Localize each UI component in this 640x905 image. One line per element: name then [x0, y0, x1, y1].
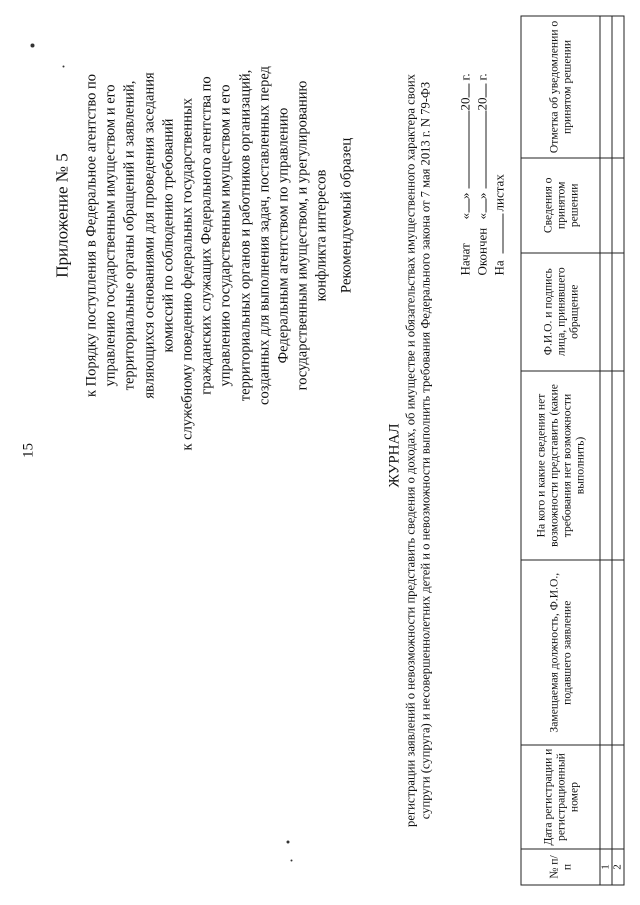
order-line: созданных для выполнения задач, поставленных перед	[255, 65, 272, 405]
table-cell	[600, 252, 612, 370]
order-line: к служебному поведению федеральных государственных	[179, 97, 196, 450]
header-info-unavailable: На кого и какие сведения нет возможности представить (какие требования нет возможности выполнить)	[521, 370, 600, 560]
scan-speck	[30, 43, 34, 47]
order-line: государственным имуществом, и урегулированию	[294, 80, 311, 390]
recommended-sample-label: Рекомендуемый образец	[338, 137, 354, 293]
header-decision: Сведения о принятом решении	[521, 157, 600, 252]
journal-title: ЖУРНАЛ	[386, 422, 402, 488]
order-line: управлению государственным имуществом и его	[217, 84, 234, 386]
journal-dates-block	[456, 25, 507, 275]
scan-speck	[290, 859, 292, 861]
order-line: являющихся основаниями для проведения заседания	[140, 71, 157, 399]
table-row	[612, 16, 624, 885]
header-receiver: Ф.И.О. и подпись лица, принявшего обращение	[521, 252, 600, 370]
end-date-row: Окончен « » 20 г.	[474, 72, 489, 275]
table-cell	[600, 157, 612, 252]
scan-speck	[286, 840, 289, 843]
table-cell	[600, 16, 612, 158]
start-label: Начат	[457, 242, 472, 275]
table-cell	[612, 745, 624, 849]
sheets-suffix: листах	[491, 173, 506, 211]
table-cell	[612, 560, 624, 745]
sheets-count-blank	[490, 213, 503, 253]
end-label: Окончен	[474, 227, 489, 275]
order-line: управлению государственным имуществом и его	[102, 84, 119, 386]
month-blank	[473, 110, 486, 188]
header-registration-date: Дата регистрации и регистрационный номер	[521, 745, 600, 849]
journal-subtitle-line: супруги (супруга) и несовершеннолетних детей и о невозможности выполнить требования Федерального закона от 7 мая 2013 г. N 79-ФЗ	[417, 81, 432, 819]
table-cell: 1	[600, 849, 612, 885]
order-line: гражданских служащих Федерального агентства по	[198, 75, 215, 395]
day-blank	[473, 199, 486, 213]
table-cell	[612, 157, 624, 252]
order-line: комиссий по соблюдению требований	[159, 118, 176, 352]
order-line: к Порядку поступления в Федеральное агентство по	[83, 73, 99, 397]
table-cell	[612, 252, 624, 370]
table-cell	[600, 560, 612, 745]
table-cell	[612, 16, 624, 158]
month-blank	[456, 110, 469, 188]
order-reference-block	[82, 20, 332, 450]
order-line: конфликта интересов	[313, 169, 330, 301]
table-cell	[612, 370, 624, 560]
page-number: 15	[20, 442, 36, 458]
year-blank	[456, 83, 469, 97]
appendix-title: Приложение № 5	[52, 152, 71, 278]
year-blank	[473, 83, 486, 97]
order-line: территориальные органы обращений и заявлений,	[121, 80, 138, 390]
table-header-row	[521, 16, 600, 885]
table-cell	[600, 745, 612, 849]
scan-speck	[62, 65, 64, 67]
order-line: территориальных органов и работников организаций,	[236, 69, 253, 401]
journal-table	[520, 15, 624, 885]
sheets-prefix: На	[491, 259, 506, 275]
header-number: № п/п	[521, 849, 600, 885]
order-line: Федеральным агентством по управлению	[275, 107, 292, 363]
start-date-row: Начат « » 20 г.	[457, 72, 472, 275]
sheets-row	[490, 25, 507, 275]
journal-subtitle	[403, 35, 432, 865]
day-blank	[456, 199, 469, 213]
journal-subtitle-line: регистрации заявлений о невозможности представить сведения о доходах, об имуществе и обязательствах имущественного характера своих	[403, 73, 417, 827]
header-position-name: Замещаемая должность, Ф.И.О., подавшего заявление	[521, 560, 600, 745]
table-row	[600, 16, 612, 885]
table-cell	[600, 370, 612, 560]
table-cell: 2	[612, 849, 624, 885]
header-notification: Отметка об уведомлении о принятом решении	[521, 16, 600, 158]
